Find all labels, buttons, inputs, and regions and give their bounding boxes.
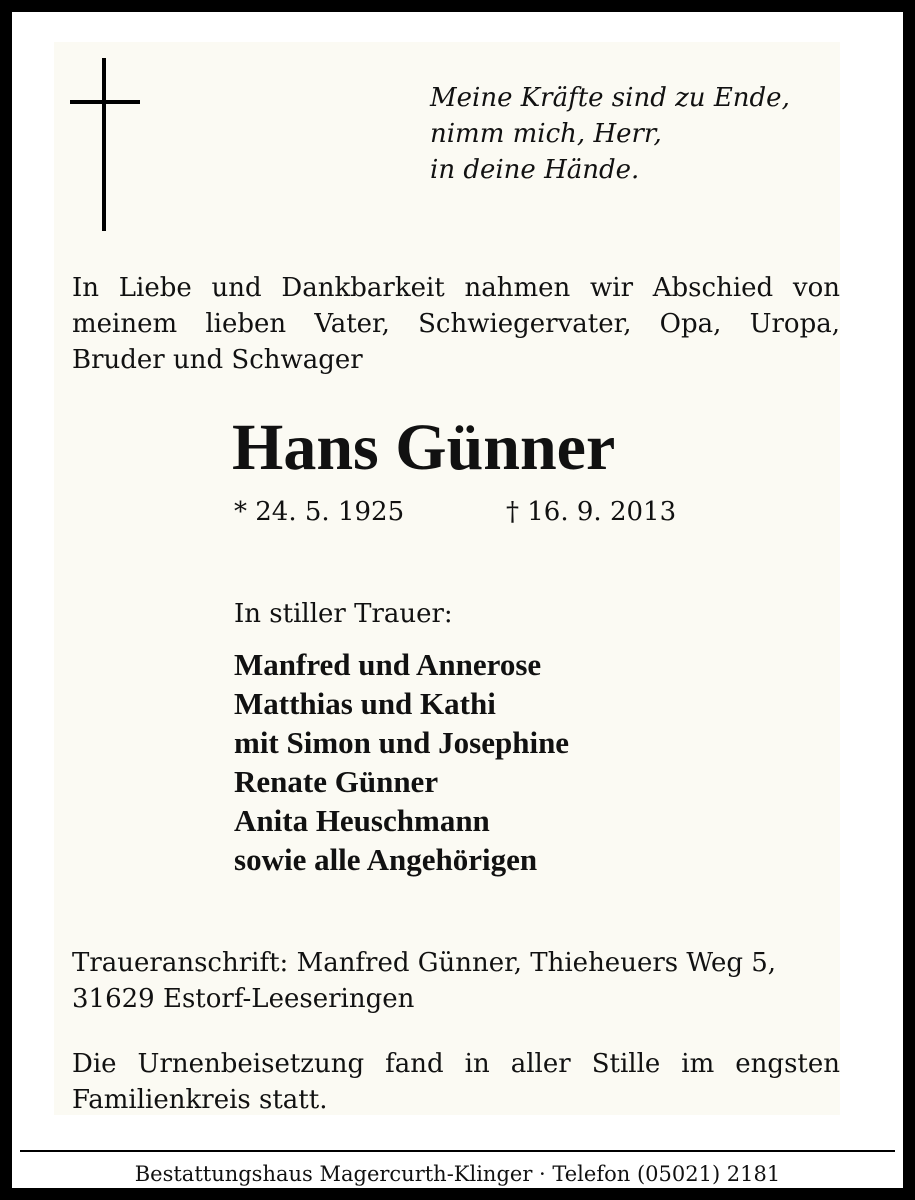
mourning-address: [72, 945, 776, 1017]
burial-note: Die Urnenbeisetzung fand in aller Stille im engsten Familienkreis statt.: [72, 1049, 840, 1115]
address-line: 31629 Estorf-Leeseringen: [72, 984, 415, 1014]
mourner-name: Renate Günner: [234, 764, 439, 799]
footer-divider: [20, 1150, 895, 1152]
death-date: † 16. 9. 2013: [506, 497, 677, 527]
verse-line: nimm mich, Herr,: [430, 119, 662, 149]
address-line: Traueranschrift: Manfred Günner, Thieheuers Weg 5,: [72, 948, 777, 978]
mourner-name: mit Simon und Josephine: [234, 725, 570, 760]
cross-icon: [102, 58, 106, 231]
deceased-name: Hans Günner: [232, 411, 616, 484]
mourners-list: [234, 645, 569, 879]
mourning-label: In stiller Trauer:: [234, 599, 453, 629]
intro-text: In Liebe und Dankbarkeit nahmen wir Abschied von meinem lieben Vater, Schwiegervater, Opa, Uropa, Bruder und Schwager: [72, 273, 840, 375]
verse-line: in deine Hände.: [430, 155, 640, 185]
verse-line: Meine Kräfte sind zu Ende,: [430, 83, 790, 113]
verse: [430, 80, 790, 188]
mourner-name: Matthias und Kathi: [234, 686, 496, 721]
cross-icon-bar: [70, 100, 140, 104]
mourner-name: Anita Heuschmann: [234, 803, 490, 838]
mourner-name: sowie alle Angehörigen: [234, 842, 538, 877]
birth-date: * 24. 5. 1925: [234, 497, 405, 527]
funeral-home-footer: Bestattungshaus Magercurth-Klinger · Telefon (05021) 2181: [134, 1162, 781, 1186]
mourner-name: Manfred und Annerose: [234, 647, 542, 682]
